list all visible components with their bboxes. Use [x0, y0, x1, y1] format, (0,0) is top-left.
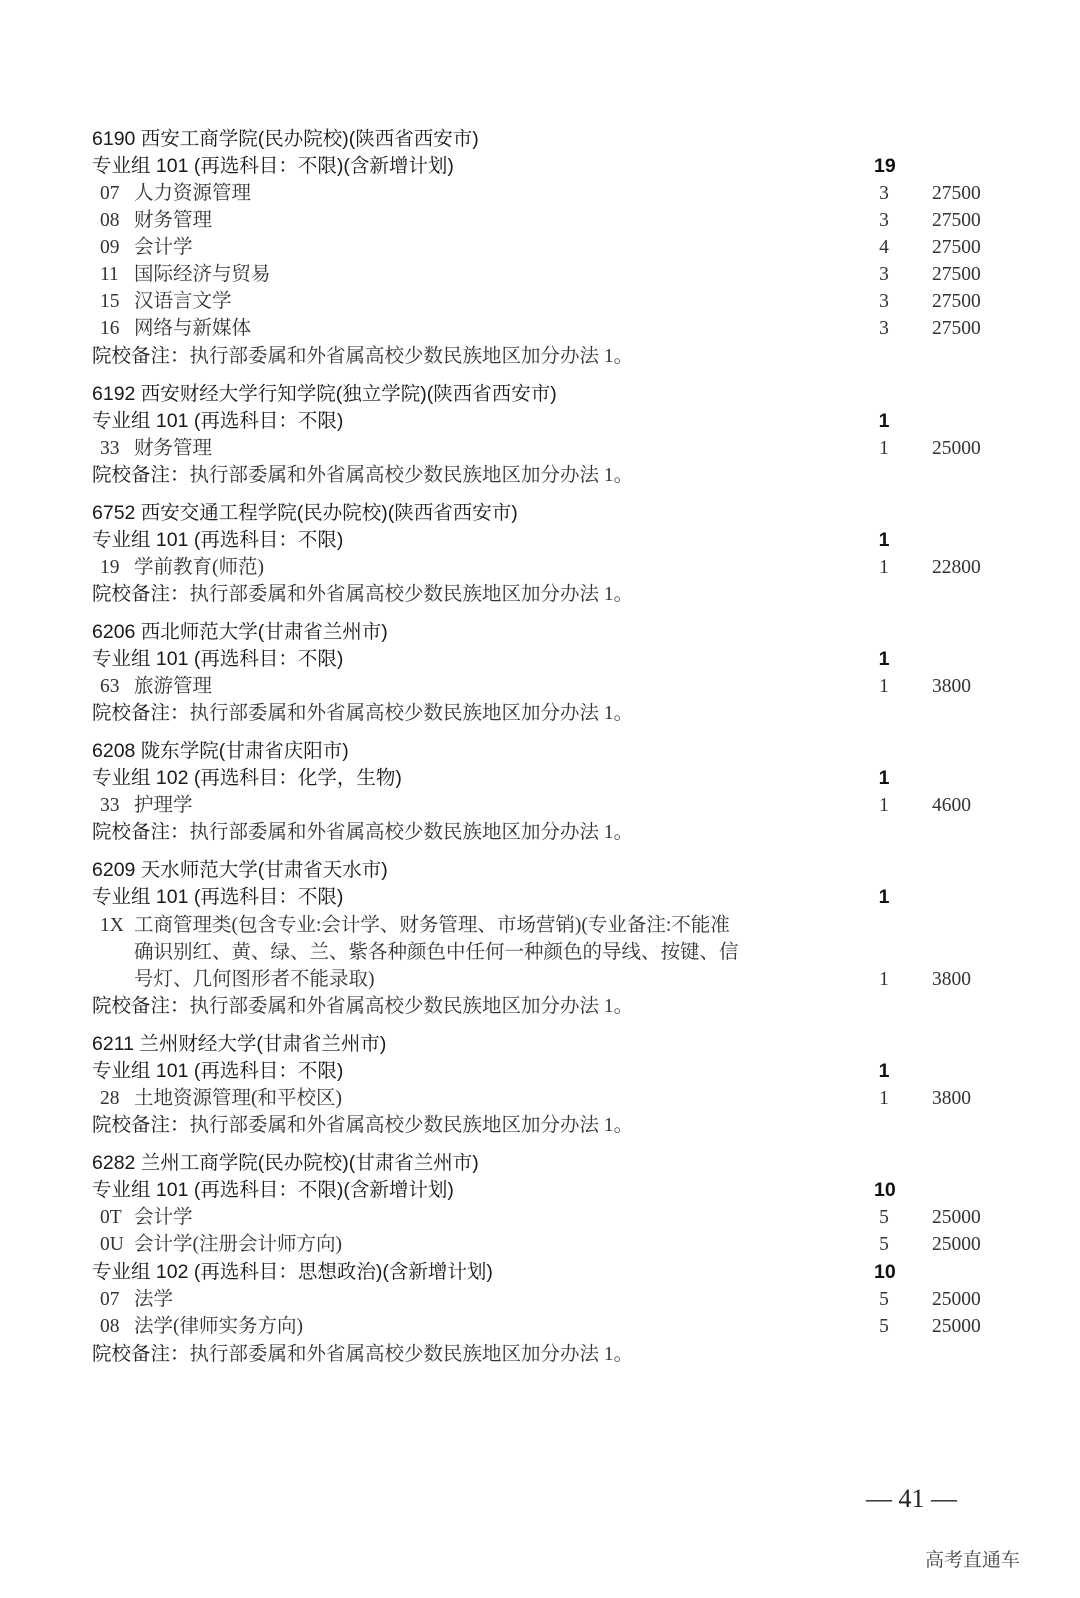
- school-note: [92, 343, 633, 370]
- major-code: 15: [100, 291, 120, 312]
- major-row: [100, 1231, 342, 1258]
- note-text: 执行部委属和外省属高校少数民族地区加分办法 1。: [189, 346, 634, 367]
- major-row: [100, 234, 193, 261]
- major-plan-count: 1: [879, 969, 889, 990]
- school-header: 6208 陇东学院(甘肃省庆阳市): [92, 740, 349, 762]
- major-tuition: 25000: [932, 1316, 981, 1337]
- major-group-label: 专业组 101 (再选科目：不限)(含新增计划): [92, 1179, 454, 1201]
- note-text: 执行部委属和外省属高校少数民族地区加分办法 1。: [189, 996, 634, 1017]
- major-name: 会计学: [134, 1207, 193, 1228]
- school-header: 6206 西北师范大学(甘肃省兰州市): [92, 621, 388, 643]
- group-plan-count: 10: [874, 1261, 896, 1283]
- major-code: 33: [100, 438, 120, 459]
- school-note: [92, 1341, 633, 1368]
- major-code: 16: [100, 318, 120, 339]
- major-name: 财务管理: [134, 210, 213, 231]
- major-name: 网络与新媒体: [134, 318, 252, 339]
- major-row: [100, 1286, 173, 1313]
- major-plan-count: 1: [879, 1088, 889, 1109]
- major-code: 07: [100, 1289, 120, 1310]
- major-plan-count: 3: [879, 264, 889, 285]
- major-plan-count: 1: [879, 795, 889, 816]
- major-name: 旅游管理: [134, 676, 213, 697]
- major-code: 28: [100, 1088, 120, 1109]
- major-row: [100, 1313, 303, 1340]
- major-name: 财务管理: [134, 438, 213, 459]
- major-row: [100, 288, 232, 315]
- major-group-label: 专业组 101 (再选科目：不限): [92, 648, 344, 670]
- major-group-label: 专业组 101 (再选科目：不限): [92, 886, 344, 908]
- school-header: 6211 兰州财经大学(甘肃省兰州市): [92, 1033, 387, 1055]
- group-plan-count: 1: [878, 410, 890, 432]
- major-code: 0T: [100, 1207, 122, 1228]
- major-group-label: 专业组 101 (再选科目：不限): [92, 529, 344, 551]
- major-tuition: 27500: [932, 291, 981, 312]
- group-plan-count: 1: [878, 1060, 890, 1082]
- major-row: [100, 180, 251, 207]
- group-plan-count: 10: [874, 1179, 896, 1201]
- major-row: [100, 912, 730, 939]
- major-name-continued: 确识别红、黄、绿、兰、紫各种颜色中任何一种颜色的导线、按键、信: [134, 942, 739, 963]
- major-group-label: 专业组 102 (再选科目：思想政治)(含新增计划): [92, 1261, 493, 1283]
- school-header: 6190 西安工商学院(民办院校)(陕西省西安市): [92, 128, 479, 150]
- major-row: [100, 673, 212, 700]
- major-tuition: 27500: [932, 237, 981, 258]
- major-group-label: 专业组 101 (再选科目：不限): [92, 410, 344, 432]
- group-plan-count: 19: [874, 155, 896, 177]
- major-plan-count: 5: [879, 1316, 889, 1337]
- school-header: 6282 兰州工商学院(民办院校)(甘肃省兰州市): [92, 1152, 479, 1174]
- major-name-continued: 号灯、几何图形者不能录取): [134, 969, 375, 990]
- school-note: [92, 700, 633, 727]
- major-tuition: 27500: [932, 210, 981, 231]
- major-tuition: 27500: [932, 318, 981, 339]
- note-text: 执行部委属和外省属高校少数民族地区加分办法 1。: [189, 822, 634, 843]
- major-group-label: 专业组 101 (再选科目：不限)(含新增计划): [92, 155, 454, 177]
- note-text: 执行部委属和外省属高校少数民族地区加分办法 1。: [189, 584, 634, 605]
- major-name: 土地资源管理(和平校区): [134, 1088, 342, 1109]
- major-plan-count: 5: [879, 1234, 889, 1255]
- note-text: 执行部委属和外省属高校少数民族地区加分办法 1。: [189, 1344, 634, 1365]
- major-code: 08: [100, 210, 120, 231]
- major-plan-count: 3: [879, 183, 889, 204]
- major-tuition: 25000: [932, 438, 981, 459]
- major-name: 会计学: [134, 237, 193, 258]
- major-name: 护理学: [134, 795, 193, 816]
- major-name: 人力资源管理: [134, 183, 252, 204]
- major-tuition: 25000: [932, 1207, 981, 1228]
- major-name: 法学(律师实务方向): [134, 1316, 303, 1337]
- major-code: 33: [100, 795, 120, 816]
- major-tuition: 3800: [932, 676, 971, 697]
- major-tuition: 25000: [932, 1289, 981, 1310]
- major-row: [100, 554, 264, 581]
- page-number: — 41 —: [866, 1484, 957, 1513]
- major-code: 08: [100, 1316, 120, 1337]
- major-name: 学前教育(师范): [134, 557, 264, 578]
- major-plan-count: 5: [879, 1289, 889, 1310]
- major-code: 07: [100, 183, 120, 204]
- major-row: [100, 1204, 193, 1231]
- major-plan-count: 1: [879, 438, 889, 459]
- note-label: 院校备注：: [92, 702, 190, 724]
- note-text: 执行部委属和外省属高校少数民族地区加分办法 1。: [189, 1115, 634, 1136]
- major-tuition: 27500: [932, 264, 981, 285]
- group-plan-count: 1: [878, 648, 890, 670]
- note-label: 院校备注：: [92, 821, 190, 843]
- school-header: 6752 西安交通工程学院(民办院校)(陕西省西安市): [92, 502, 518, 524]
- major-row: [100, 315, 251, 342]
- major-tuition: 4600: [932, 795, 971, 816]
- school-note: [92, 1112, 633, 1139]
- major-tuition: 3800: [932, 969, 971, 990]
- major-name: 法学: [134, 1289, 174, 1310]
- school-note: [92, 819, 633, 846]
- major-plan-count: 1: [879, 557, 889, 578]
- note-label: 院校备注：: [92, 1114, 190, 1136]
- note-label: 院校备注：: [92, 464, 190, 486]
- major-code: 09: [100, 237, 120, 258]
- major-plan-count: 3: [879, 210, 889, 231]
- major-code: 11: [100, 264, 119, 285]
- note-label: 院校备注：: [92, 995, 190, 1017]
- major-row: [100, 792, 193, 819]
- watermark-text: 高考直通车: [925, 1550, 1021, 1571]
- note-label: 院校备注：: [92, 583, 190, 605]
- school-header: 6192 西安财经大学行知学院(独立学院)(陕西省西安市): [92, 383, 557, 405]
- school-note: [92, 993, 633, 1020]
- major-tuition: 3800: [932, 1088, 971, 1109]
- major-name: 工商管理类(包含专业:会计学、财务管理、市场营销)(专业备注:不能准: [134, 915, 730, 936]
- major-plan-count: 3: [879, 291, 889, 312]
- note-label: 院校备注：: [92, 345, 190, 367]
- major-row: [100, 207, 212, 234]
- major-code: 1X: [100, 915, 124, 936]
- major-plan-count: 1: [879, 676, 889, 697]
- group-plan-count: 1: [878, 886, 890, 908]
- major-code: 19: [100, 557, 120, 578]
- note-label: 院校备注：: [92, 1343, 190, 1365]
- major-name: 汉语言文学: [134, 291, 232, 312]
- major-name: 会计学(注册会计师方向): [134, 1234, 342, 1255]
- note-text: 执行部委属和外省属高校少数民族地区加分办法 1。: [189, 465, 634, 486]
- major-code: 63: [100, 676, 120, 697]
- major-plan-count: 3: [879, 318, 889, 339]
- note-text: 执行部委属和外省属高校少数民族地区加分办法 1。: [189, 703, 634, 724]
- major-row: [100, 261, 271, 288]
- major-plan-count: 5: [879, 1207, 889, 1228]
- major-plan-count: 4: [879, 237, 889, 258]
- major-tuition: 25000: [932, 1234, 981, 1255]
- major-name: 国际经济与贸易: [134, 264, 271, 285]
- major-tuition: 27500: [932, 183, 981, 204]
- school-note: [92, 581, 633, 608]
- school-note: [92, 462, 633, 489]
- major-row: [100, 1085, 342, 1112]
- group-plan-count: 1: [878, 529, 890, 551]
- major-row: [100, 435, 212, 462]
- major-tuition: 22800: [932, 557, 981, 578]
- school-header: 6209 天水师范大学(甘肃省天水市): [92, 859, 388, 881]
- major-code: 0U: [100, 1234, 124, 1255]
- major-group-label: 专业组 102 (再选科目：化学，生物): [92, 767, 402, 789]
- group-plan-count: 1: [878, 767, 890, 789]
- major-group-label: 专业组 101 (再选科目：不限): [92, 1060, 344, 1082]
